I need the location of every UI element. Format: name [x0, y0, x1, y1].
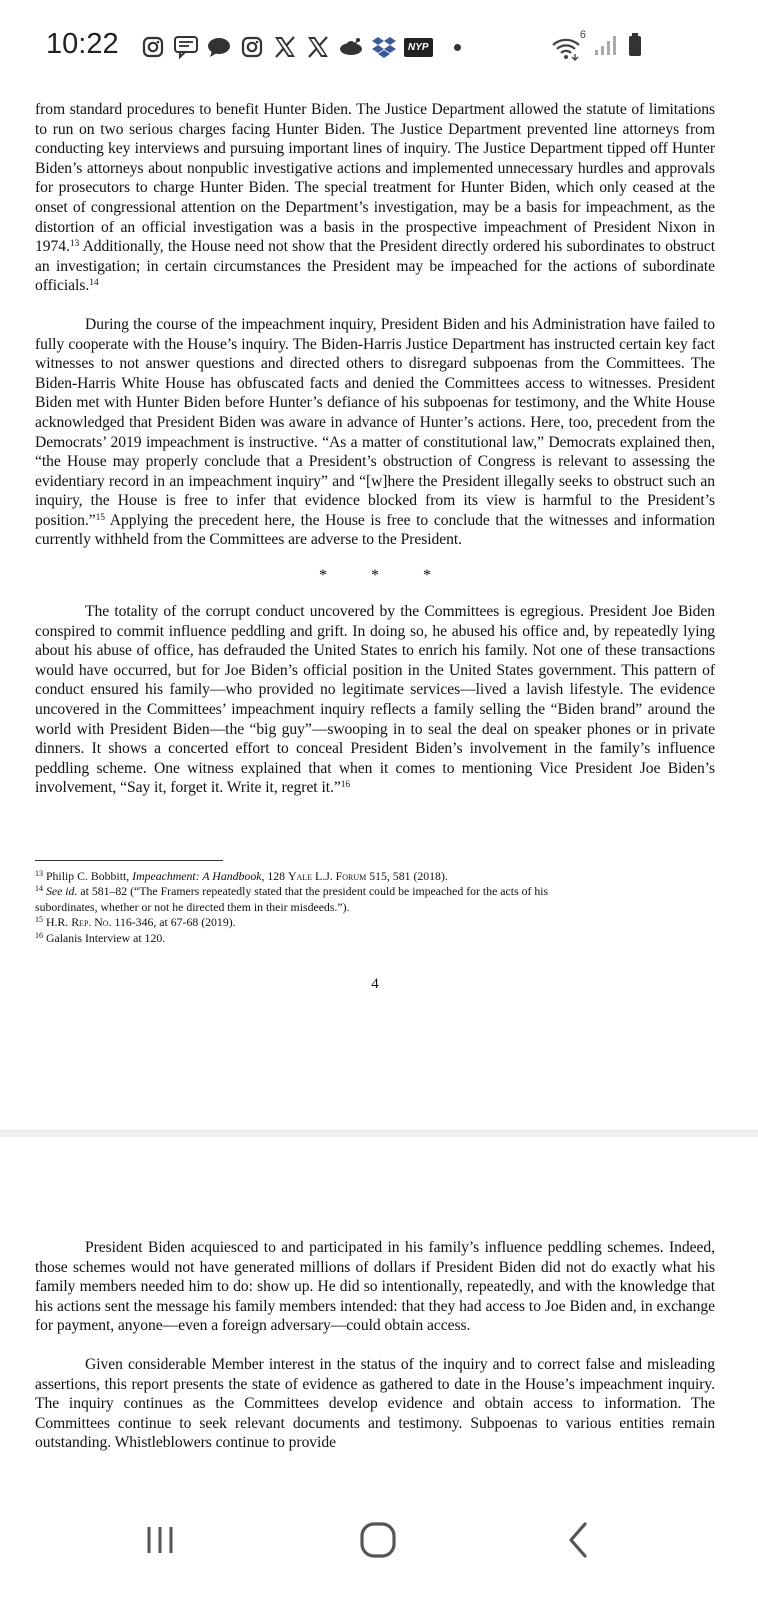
signal-icon	[594, 34, 618, 61]
back-button[interactable]	[548, 1510, 608, 1570]
paragraph-acquiesced: President Biden acquiesced to and participated in his family’s influence peddling schemes. Indeed, those schemes would not have generated millions of dollars if President Biden did not do exactly what his family members needed him to do: show up. He did so intentionally, repeatedly, and with the knowledge that his actions sent the message his family members intended: that they had access to Joe Biden and, in exchange for payment, anyone—even a foreign adversary—could obtain access.	[35, 1239, 716, 1335]
x-icon	[272, 34, 298, 60]
document-page-5	[35, 1238, 715, 1453]
page-divider	[0, 1130, 758, 1137]
system-icons	[550, 28, 642, 62]
navigation-bar	[0, 1486, 758, 1600]
instagram-icon	[140, 34, 166, 60]
more-notifications-dot	[454, 44, 461, 51]
page-number: 4	[371, 976, 379, 993]
paragraph-member-interest: Given considerable Member interest in the status of the inquiry and to correct false and misleading assertions, this report presents the state of evidence as gathered to date in the House’s impeachment inquiry. The inquiry continues as the Committees develop evidence and obtain access to information. The Committees continue to seek relevant documents and testimony. Subpoenas to various entities remain outstanding. Whistleblowers continue to provide	[35, 1355, 715, 1452]
wifi-badge: 6	[579, 28, 586, 41]
recent-apps-button[interactable]	[130, 1510, 190, 1570]
home-icon	[358, 1520, 398, 1560]
footnote-marker-13[interactable]: 13	[69, 239, 80, 250]
x-icon	[305, 34, 331, 60]
notification-icons	[140, 34, 461, 60]
footnote-13: $^{13}$ Philip C. Bobbitt, Impeachment: A Handbook, 128 Yale L.J. Forum 515, 581 (2018).	[35, 869, 448, 883]
paragraph-obstruction: During the course of the impeachment inquiry, President Biden and his Administration have failed to fully cooperate with the House’s inquiry. The Biden-Harris Justice Department has instructed certain key fact witnesses to not answer questions and directed others to disregard subpoenas from the Committees. The Biden-Harris White House has obfuscated facts and denied the Committees access to witnesses. President Biden met with Hunter Biden before Hunter’s defiance of his subpoenas for testimony, and the White House acknowledged that President Biden was aware in advance of Hunter’s actions. Here, too, precedent from the Democrats’ 2019 impeachment is instructive. “As a matter of constitutional law,” Democrats explained then, “the House may properly conclude that a President’s obstruction of Congress is relevant to assessing the evidentiary record in an impeachment inquiry” and “[w]here the President illegally seeks to obstruct such an inquiry, the House is free to infer that evidence blocked from its view is harmful to the President’s position.”$^{15}$ Applying the precedent here, the House is free to conclude that the witnesses and information currently withheld from the Committees are adverse to the President.	[35, 315, 715, 549]
home-button[interactable]	[348, 1510, 408, 1570]
battery-icon	[628, 33, 642, 62]
footnote-marker-14[interactable]: 14	[89, 278, 99, 289]
nyp-icon: NYP	[404, 38, 433, 57]
footnote-marker-16[interactable]: 16	[340, 780, 351, 791]
dropbox-icon	[371, 34, 397, 60]
document-page-4	[35, 100, 715, 993]
section-separator: * * *	[319, 567, 431, 585]
footnote-14: $^{14}$ See id. at 581–82 (“The Framers repeatedly stated that the president could be impeached for the acts of his subordinates, whether or not he directed them in their misdeeds.”).	[35, 884, 549, 914]
message-icon	[173, 34, 199, 60]
back-icon	[563, 1520, 593, 1560]
chat-icon	[206, 34, 232, 60]
footnote-15: $^{15}$ H.R. Rep. No. 116-346, at 67-68 (2019).	[35, 915, 236, 930]
recent-apps-icon	[143, 1523, 177, 1557]
status-bar	[0, 0, 758, 90]
clock: 10:22	[46, 28, 119, 60]
wifi-icon	[550, 28, 586, 61]
paragraph-corrupt-conduct: The totality of the corrupt conduct uncovered by the Committees is egregious. President Joe Biden conspired to commit influence peddling and grift. In doing so, he abused his office and, by repeatedly lying about his abuse of office, has defrauded the United States to enrich his family. Not one of these transactions would have occurred, but for Joe Biden’s official position in the United States government. This pattern of conduct ensured his family—who provided no legitimate services—lived a lavish lifestyle. The evidence uncovered in the Committees’ impeachment inquiry reflects a family selling the “Biden brand” around the world with President Biden—the “big guy”—swooping in to seal the deal on speaker phones or in private dinners. It shows a concerted effort to conceal President Biden’s involvement in the family’s influence peddling scheme. One witness explained that when it comes to mentioning Vice President Joe Biden’s involvement, “Say it, forget it. Write it, regret it.”$^{16}$	[35, 603, 715, 797]
ufo-icon	[338, 34, 364, 60]
footnote-marker-15[interactable]: 15	[95, 512, 105, 523]
instagram-icon	[239, 34, 265, 60]
footnote-16: $^{16}$ Galanis Interview at 120.	[35, 930, 166, 945]
paragraph-hunter-biden-treatment: from standard procedures to benefit Hunter Biden. The Justice Department allowed the statute of limitations to run on two serious charges facing Hunter Biden. The Justice Department prevented line attorneys from conducting key interviews and pursuing important lines of inquiry. The Justice Department tipped off Hunter Biden’s attorneys about nonpublic investigative actions and implemented unnecessary hurdles and approvals for prosecutors to charge Hunter Biden. The special treatment for Hunter Biden, which only ceased at the onset of congressional attention on the Department’s investigation, may be a basis for impeachment, as the distortion of an official investigation was a basis in the prospective impeachment of President Nixon in 1974.13 Additionally, the House need not show that the President directly ordered his subordinates to obstruct an investigation; in certain circumstances the President may be impeached for the actions of subordinate officials.$^{14}$	[35, 101, 715, 295]
